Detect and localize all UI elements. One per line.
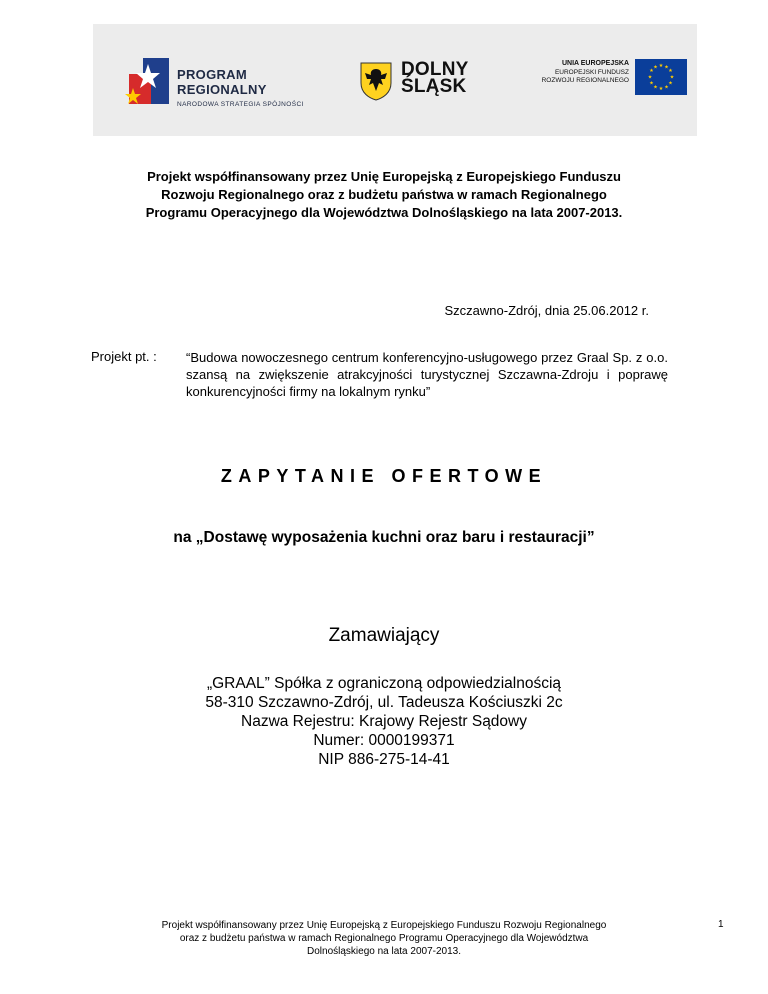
program-regionalny-logo: [123, 54, 333, 114]
svg-text:★: ★: [664, 84, 669, 91]
svg-text:★: ★: [658, 63, 664, 69]
page-number: 1: [718, 919, 724, 930]
svg-text:★: ★: [664, 64, 669, 71]
document-title: ZAPYTANIE OFERTOWE: [220, 466, 548, 486]
contracting-authority-heading: Zamawiający: [328, 625, 440, 646]
page-footer: Projekt współfinansowany przez Unię Europejską z Europejskiego Funduszu Rozwoju Regionalnego oraz z budżetu państwa w ramach Regionalnego Programu Operacyjnego dla Województwa Dolnośląskiego na lata 2007-2013.: [161, 920, 607, 957]
document-subject: na „Dostawę wyposażenia kuchni oraz baru i restauracji”: [173, 529, 595, 546]
svg-text:★: ★: [653, 84, 658, 91]
project-title: “Budowa nowoczesnego centrum konferencyjno-usługowego przez Graal Sp. z o.o. szansą na zwiększenie atrakcyjności turystycznej Szczawna-Zdroju i poprawę konkurencyjności firmy na lokalnym rynku”: [186, 350, 668, 399]
unia-europejska-text: UNIA EUROPEJSKA EUROPEJSKI FUNDUSZ ROZWOJU REGIONALNEGO: [541, 60, 629, 84]
dolny-slask-text: DOLNY ŚLĄSK: [401, 59, 469, 97]
svg-text:★: ★: [668, 68, 673, 74]
logo-header-bar: [93, 24, 697, 136]
funding-statement: Projekt współfinansowany przez Unię Europejską z Europejskiego Funduszu Rozwoju Regionalnego oraz z budżetu państwa w ramach Regionalnego Programu Operacyjnego dla Województwa Dolnośląskiego na lata 2007-2013.: [145, 169, 623, 220]
eu-flag-icon: [635, 59, 687, 95]
svg-text:★: ★: [658, 86, 664, 92]
program-regionalny-star-icon: [123, 54, 173, 110]
svg-text:★: ★: [653, 64, 658, 71]
dolny-slask-logo: [359, 59, 499, 109]
company-name: „GRAAL” Spółka z ograniczoną odpowiedzialnością: [206, 675, 562, 692]
place-date: Szczawno-Zdrój, dnia 25.06.2012 r.: [444, 303, 649, 318]
registry-name: Nazwa Rejestru: Krajowy Rejestr Sądowy: [241, 713, 527, 730]
company-address: 58-310 Szczawno-Zdrój, ul. Tadeusza Kościuszki 2c: [205, 694, 563, 711]
eagle-crest-icon: [359, 61, 393, 101]
svg-text:★: ★: [649, 68, 654, 74]
contracting-authority-details: [80, 674, 688, 769]
nip-number: NIP 886-275-14-41: [318, 751, 450, 768]
program-regionalny-title: PROGRAM REGIONALNY: [177, 67, 267, 97]
project-label: Projekt pt. :: [91, 349, 157, 364]
svg-text:★: ★: [669, 74, 675, 81]
svg-text:★: ★: [649, 80, 654, 87]
registry-number: Numer: 0000199371: [313, 732, 455, 749]
svg-text:★: ★: [668, 80, 673, 87]
svg-text:★: ★: [647, 74, 653, 81]
unia-europejska-logo: [519, 59, 694, 104]
program-regionalny-subtitle: NARODOWA STRATEGIA SPÓJNOŚCI: [177, 101, 304, 108]
